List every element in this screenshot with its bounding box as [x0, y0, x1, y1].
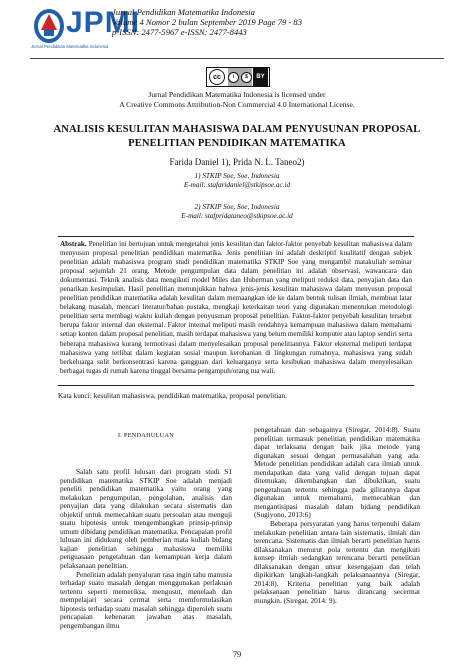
cc-by-label: BY: [253, 68, 268, 86]
abstract-text: Penelitian ini bertujuan untuk mengetahui jenis kesulitan dan faktor-faktor penyebab kesulitan mahasiswa dalam menyusun proposal penelitian pendidikan matematika. Jenis penelitian ini adalah deskriptif kualitatif dengan subjek penelitian adalah mahasiswa program studi pendidikan matematika STKIP Soe yang mengambil matakuliah seminar proposal sejumlah 21 orang. Metode pengumpulan data dalam penelitian ini adalah observasi, wawancara dan dokumentasi. Teknik analisis data mengikuti model Miles dan Huberman yang meliputi reduksi data, penyajian data dan penarikan kesimpulan. Hasil penelitian menunjukkan bahwa jenis-jenis kesulitan mahasiswa dalam menyusun proposal penelitian pendidikan matematika adalah kesulitan dalam memaangkan ide ke dalam bentuk tulisan ilmiah, membuat latar belakang masalah, mencari literatur/bahan pustaka, mengkaji keterkaitan teori yang digunakan menentukan metodologi penelitian serta membagi waktu kuliah dengan penyusunan proposal penelitian. Faktor-faktor penyebab kesulitan tersebut berupa faktor internal dan eksternal. Faktor internal meliputi masih rendahnya kemampuan mahasiswa dalam memahami setiap konten dalam proposal penelitian, masih terdapat mahasiswa yang belum memiliki komputer atau laptop sendiri serta beberapa mahasiswa kurang termotivasi dalam menyelesaikan proposal penelitiannya. Faktor eksternal meliputi terdapat mahasiswa yang terlibat dalam kegiatan sosial maupun kerohanian di lingkungan rumahnya, mahasiswa yang sudah berkeluarga sulit berkonsentrasi karena gangguan dari keluarganya serta kesibukan mahasiswa dalam menyelesaikan berbagai tugas di rumah karena tinggal bersama pengampuh/orang tua wali.: [60, 240, 412, 375]
page-number: 79: [232, 650, 242, 659]
paragraph: Beberapa persyaratan yang harus terpenuhi dalam melakukan penelitian antara lain sistematis, ilmiah dan terencana. Sistematis dan ilmiah berarti penelitian harus dilaksanakan menurut pola tertentu dan mengikuti konsep ilmiah sedangkan terencana berarti penelitian dilaksanakan dengan unsur kesengajaan dan telah dipikirkan langkah-langkah pelaksanaannya (Siregar, 2014:8). Kriteria penelitian yang baik adalah pelaksanaan penelitian harus dirancang secermat mungkin. (Siregar, 2014: 9).: [254, 519, 420, 605]
affiliation-institution: 1) STKIP Soe, Soe, Indonesia: [194, 172, 280, 180]
attribution-icon: i: [228, 72, 239, 83]
logo-letters: JPMI: [66, 6, 141, 39]
affiliation-1: [30, 172, 444, 190]
logo-subtitle: Jurnal Pendidikan Matematika Indonesia: [31, 44, 109, 49]
journal-name: Jurnal Pendidikan Matematika Indonesia: [112, 7, 255, 17]
affiliation-email: E-mail: stafpridataneo@stkipsoe.ac.id: [181, 212, 293, 220]
paragraph: Salah satu profil lulusan dari program studi S1 pendidikan matematika STKIP Soe adalah menjadi peneliti pendidikan matematika yaitu orang yang melakukan pengumpulan, pengolahan, analisis dan penyajian data yang dilakukan secara sistematis dan objektif untuk memecahkan suatu persoalan atau menguji suatu hipotesis untuk mengembangkan prinsip-prinsip umum dibidang pendidikan matematika. Pencapaian profil lulusan ini didukung oleh pemberian mata kuliah bidang kajian penelitian sehingga mahasiswa memiliki penguasaan pengetahuan dan kemampuan kerja dalam pelaksanaan penelitian.: [60, 467, 232, 571]
issn-line: p-ISSN: 2477-5967 e-ISSN: 2477-8443: [112, 27, 247, 37]
keywords: Kata kunci: kesulitan mahasiswa, pendidikan matematika, proposal penelitian.: [58, 391, 287, 400]
header-rule: [30, 58, 444, 59]
journal-header-info: [112, 7, 302, 37]
title-line-1: ANALISIS KESULITAN MAHASISWA DALAM PENYUSUNAN PROPOSAL: [53, 124, 421, 135]
cc-nc-icons: [228, 68, 252, 86]
license-line-2: A Creative Commons Attribution-Non Commercial 4.0 International License.: [119, 99, 355, 109]
section-heading: I. PENDAHULUAN: [117, 432, 175, 439]
title-line-2: PENELITIAN PENDIDIKAN MATEMATIKA: [128, 138, 346, 149]
cc-circle-icon: cc: [209, 69, 225, 85]
volume-line: Volume 4 Nomor 2 bulan September 2019 Page 79 - 83: [112, 17, 302, 27]
article-title: [30, 123, 444, 151]
license-line-1: Jurnal Pendidikan Matematika Indonesia is licensed under: [148, 90, 326, 99]
affiliation-email: E-mail: stafaridaniel@stkipsoe.ac.id: [183, 181, 291, 189]
left-column: [60, 468, 232, 630]
affiliation-institution: 2) STKIP Soe, Soe, Indonesia: [194, 203, 280, 211]
noncommercial-icon: $: [241, 72, 252, 83]
right-column: [254, 426, 420, 605]
authors: Farida Daniel 1), Prida N. L. Taneo2): [169, 157, 305, 167]
abstract: [60, 240, 412, 376]
paragraph: pengetahuan dan sebagainya (Siregar, 2014:8). Suatu penelitian termasuk penelitian pendidikan matematika dapat terlaksana dengan baik jika metode yang digunakan sesuai dengan permasalahan yang ada. Metode penelitian pendidikan adalah cara ilmiah untuk mendapatkan data yang valid dengan tujuan dapat ditemukan, dikembangkan dan dibuktikan, suatu pengetahuan tertentu sehingga pada gilirannya dapat digunakan untuk memahami, memecahkan dan mengantisipasi masalah dalam bidang pendidikan (Sugiyono, 2013:6): [254, 425, 420, 520]
license-text: [30, 90, 444, 109]
affiliation-2: [30, 203, 444, 221]
paragraph: Penelitian adalah penyaluran rasa ingin tahu manusia terhadap suatu masalah dengan menggunakan perlakuan tertentu seperti memeriksa, mengusut, menelaah dan mempelajari secara cermat serta memformulasikan hipotesis terhadap suatu masalah sehingga diperoleh suatu pencapaian kebenaran jawaban atas masalah, pengembangan ilmu: [60, 569, 232, 630]
logo-emblem-icon: [32, 6, 66, 48]
abstract-label: Abstrak.: [60, 240, 87, 248]
cc-license-badge: [206, 67, 270, 87]
